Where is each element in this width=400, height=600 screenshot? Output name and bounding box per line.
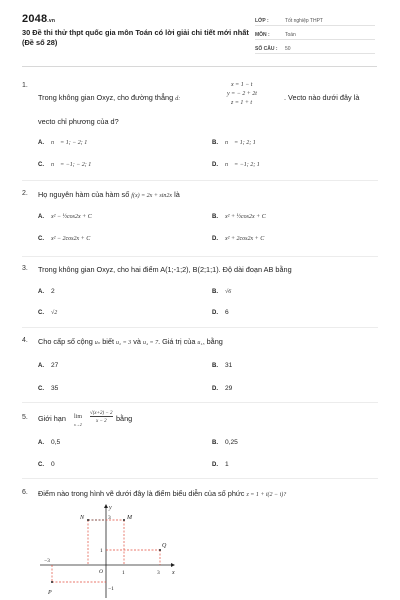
limit-expression: lim x→2 √(x+2) − 2 x − 2 [74, 411, 113, 427]
question-number: 2. [22, 190, 28, 197]
option-a[interactable]: A. 2 [38, 288, 55, 295]
point-q [159, 549, 161, 551]
option-b[interactable]: B. √6 [212, 289, 232, 295]
point-p [51, 581, 53, 583]
option-a[interactable]: A. x² − ½cos2x + C [38, 214, 92, 220]
question-separator [22, 402, 378, 403]
option-d[interactable]: D. x² + 2cos2x + C [212, 236, 265, 242]
option-b[interactable]: B. 31 [212, 362, 233, 369]
question-stem: Cho cấp số cộng uₙ biết u₂ = 3 và u₄ = 7. Giá trị của u₁₅ bằng [38, 337, 223, 346]
option-d[interactable]: D. 1 [212, 461, 229, 468]
tick-label-x-1: 1 [122, 570, 125, 576]
option-d[interactable]: D. 6 [212, 309, 229, 316]
meta-subject: MÔN : Toán [255, 29, 375, 40]
tick-label-x-minus3: −3 [44, 558, 50, 564]
point-label-q: Q [162, 543, 167, 549]
question-3 [22, 264, 378, 324]
exam-header [0, 0, 400, 62]
question-stem-line2: vecto chỉ phương của d? [38, 117, 119, 126]
option-a[interactable]: A. 27 [38, 362, 59, 369]
question-6 [22, 486, 378, 600]
y-axis-label: y [109, 505, 112, 511]
question-4 [22, 336, 378, 396]
question-separator [22, 180, 378, 181]
origin-label: O [99, 569, 103, 575]
site-logo[interactable]: 2048.vn [22, 13, 56, 25]
option-c[interactable]: C. √2 [38, 310, 58, 316]
x-axis-label: x [172, 570, 175, 576]
y-axis-arrow [104, 504, 108, 508]
question-number: 4. [22, 337, 28, 344]
line-equation-system: x = 1 − t y = − 2 + 2t z = 1 + t [227, 82, 257, 106]
complex-plane-figure [36, 500, 196, 600]
tick-label-x-3: 3 [157, 570, 160, 576]
point-m [123, 519, 125, 521]
option-a[interactable]: A. n⃗ = 1; − 2; 1 [38, 140, 88, 146]
header-divider [22, 66, 377, 67]
option-c[interactable]: C. n⃗ = −1; − 2; 1 [38, 162, 92, 168]
point-n [87, 519, 89, 521]
question-separator [22, 327, 378, 328]
option-c[interactable]: C. 0 [38, 461, 55, 468]
question-number: 5. [22, 414, 28, 421]
point-label-n: N [80, 515, 85, 521]
point-label-m: M [127, 515, 132, 521]
option-d[interactable]: D. 29 [212, 385, 233, 392]
meta-class: LỚP : Tốt nghiệp THPT [255, 15, 375, 26]
question-stem: Điểm nào trong hình vẽ dưới đây là điểm biểu diễn của số phức z = 1 + i(2 − i)? [38, 489, 287, 498]
option-b[interactable]: B. 0,25 [212, 439, 238, 446]
option-c[interactable]: C. x² − 2cos2x + C [38, 236, 91, 242]
meta-question-count: SỐ CÂU : 50 [255, 43, 375, 54]
question-number: 6. [22, 489, 28, 496]
tick-label-y-1: 1 [100, 548, 103, 554]
option-c[interactable]: C. 35 [38, 385, 59, 392]
exam-title: 30 Đề thi thử thpt quốc gia môn Toán có lời giải chi tiết mới nhất (Đề số 28) [22, 28, 249, 47]
option-b[interactable]: B. x² + ½cos2x + C [212, 214, 266, 220]
tick-label-y-minus1: −1 [108, 586, 114, 592]
question-separator [22, 256, 378, 257]
question-5 [22, 410, 378, 475]
question-separator [22, 478, 378, 479]
question-stem-tail: . Vecto nào dưới đây là [284, 93, 360, 102]
tick-label-y-3: 3 [108, 515, 111, 521]
option-a[interactable]: A. 0,5 [38, 439, 61, 446]
option-b[interactable]: B. n⃗ = 1; 2; 1 [212, 140, 256, 146]
question-stem: Trong không gian Oxyz, cho hai điểm A(1;-1;2), B(2;1;1). Độ dài đoạn AB bằng [38, 265, 292, 274]
question-1 [22, 82, 378, 182]
question-2 [22, 188, 378, 253]
question-number: 3. [22, 265, 28, 272]
point-label-p: P [48, 590, 52, 596]
x-axis-arrow [171, 563, 175, 567]
question-stem: Trong không gian Oxyz, cho đường thẳng d: [38, 93, 181, 102]
question-stem: Giới hạn [38, 414, 66, 423]
question-number: 1. [22, 82, 28, 89]
question-stem: Họ nguyên hàm của hàm số f(x) = 2x + sin2x là [38, 190, 180, 199]
option-d[interactable]: D. n⃗ = −1; 2; 1 [212, 162, 260, 168]
question-stem-tail: bằng [116, 414, 133, 423]
